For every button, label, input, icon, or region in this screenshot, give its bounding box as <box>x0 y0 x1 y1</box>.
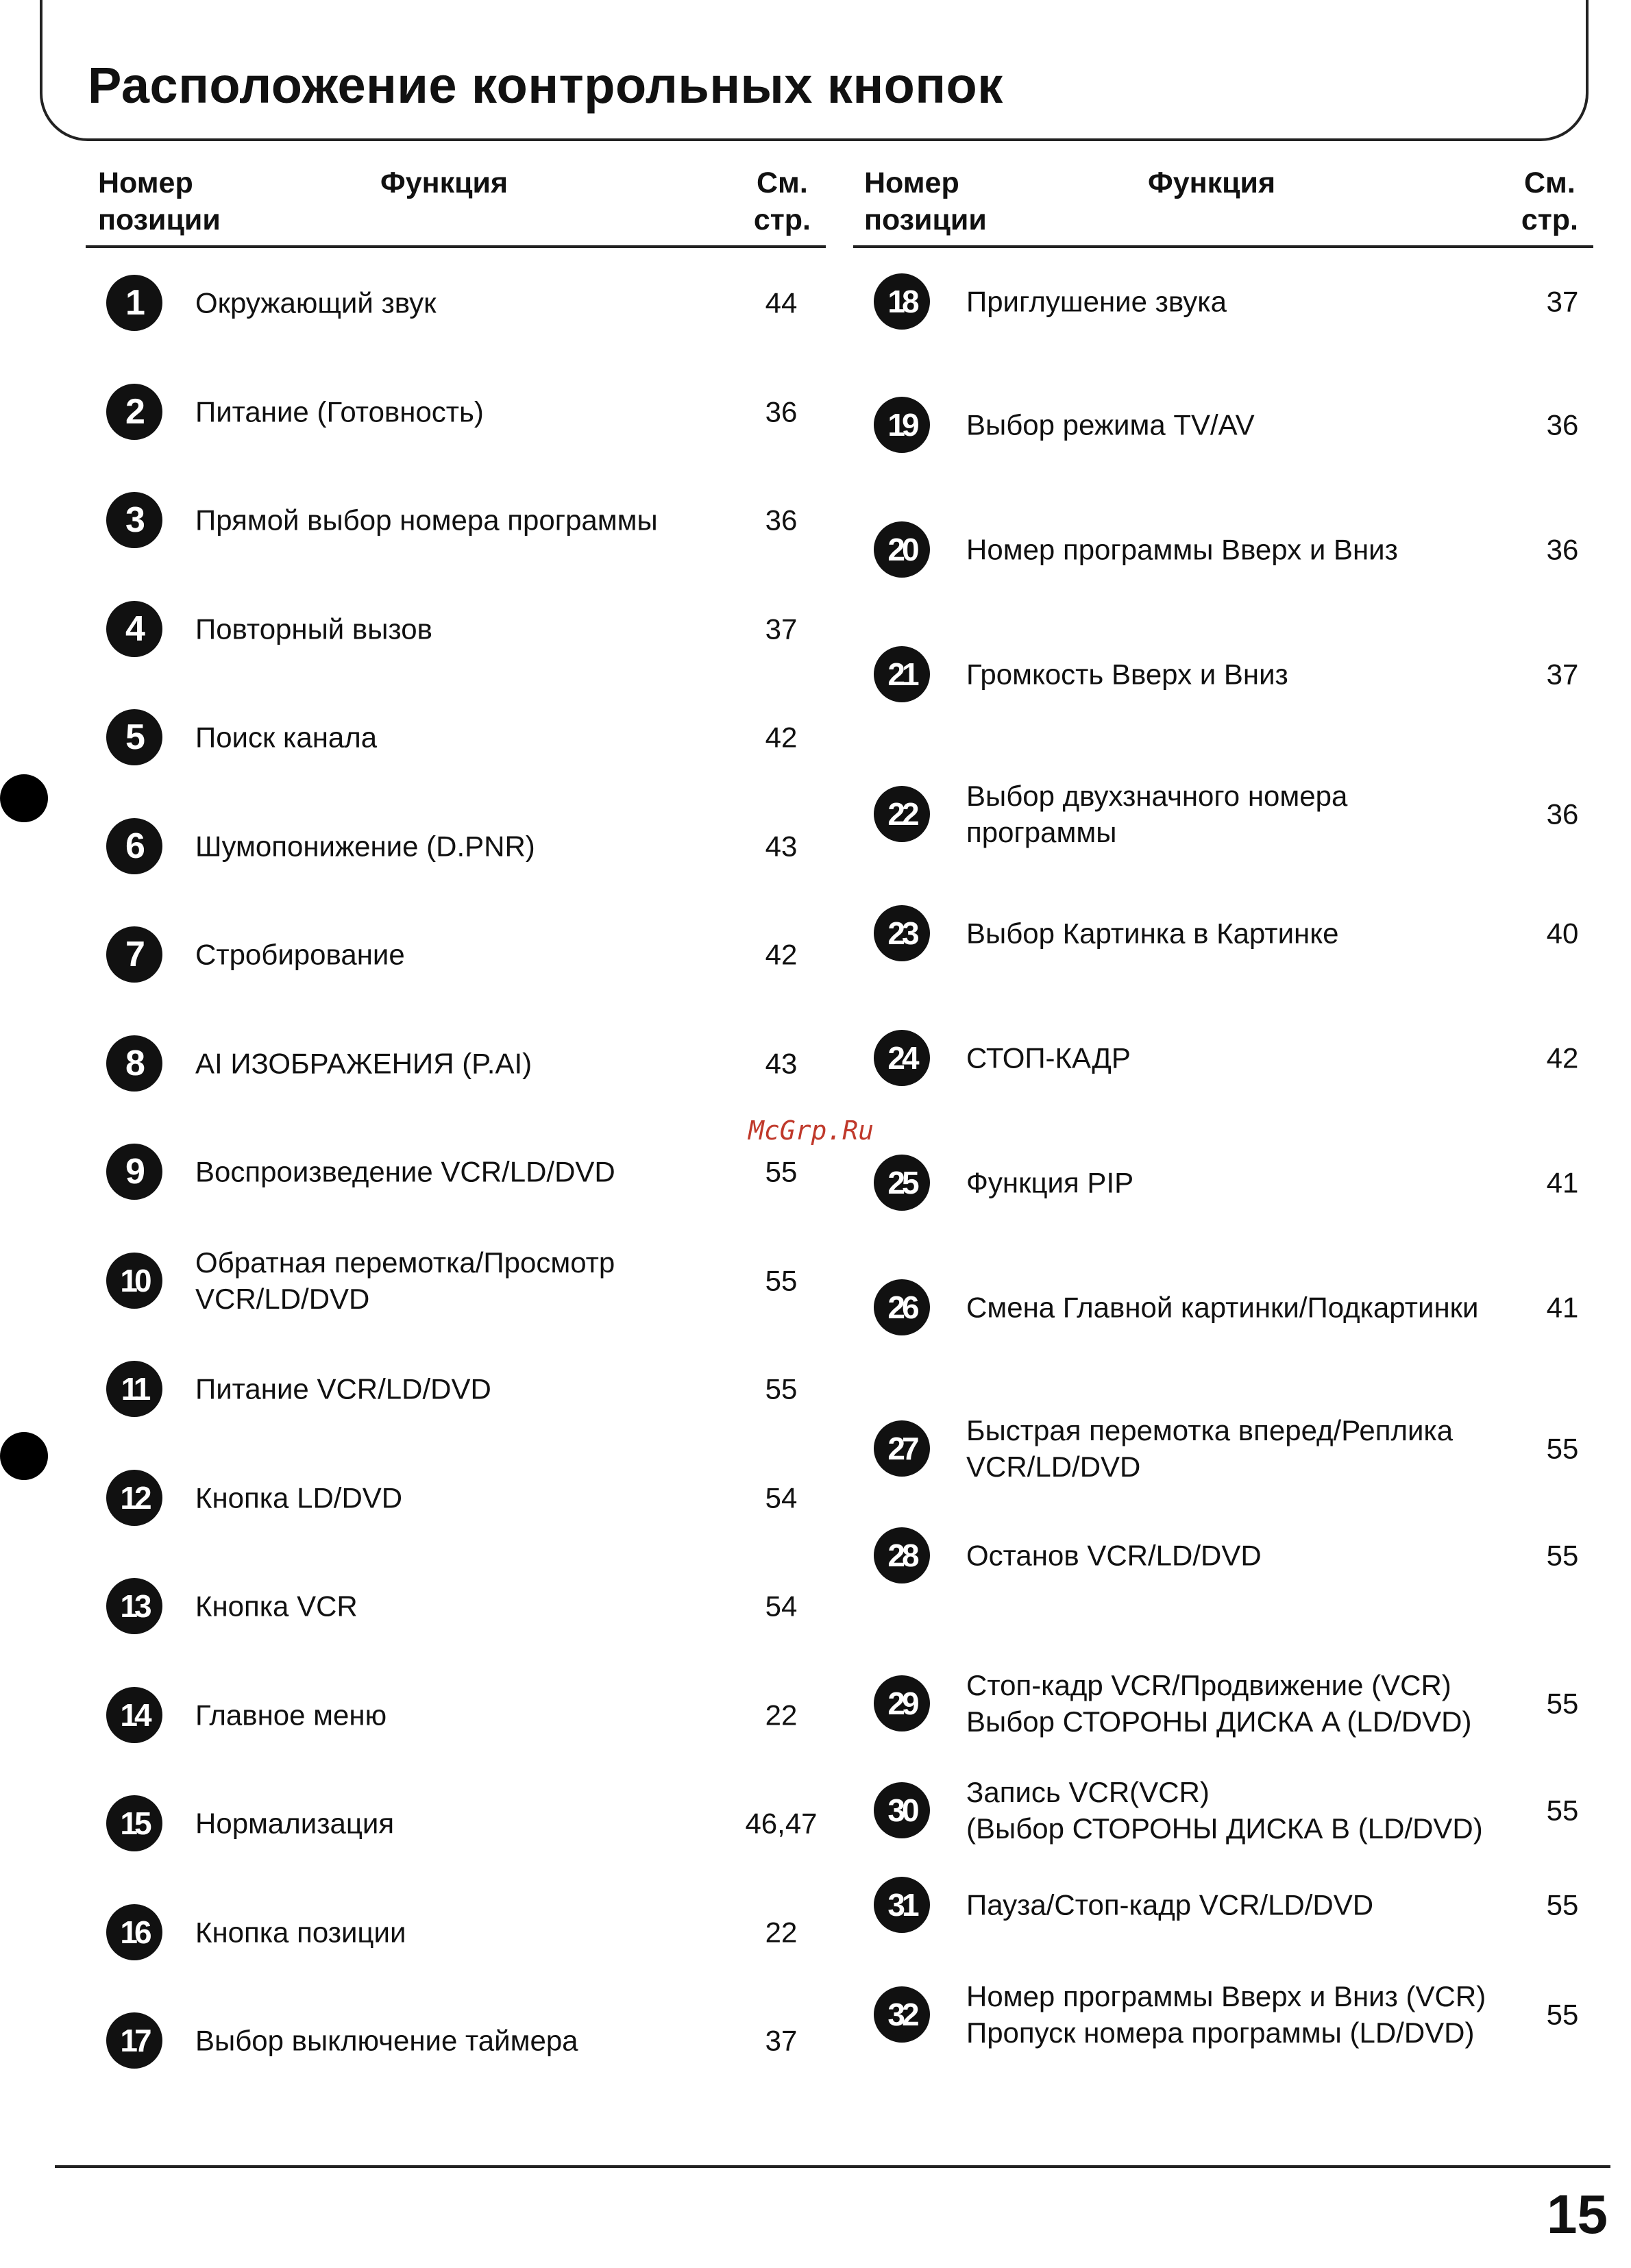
page-reference: 36 <box>765 395 798 428</box>
function-line1: Прямой выбор номера программы <box>195 504 658 537</box>
function-line1: Пауза/Стоп-кадр VCR/LD/DVD <box>966 1888 1374 1921</box>
function-label <box>195 1154 730 1190</box>
function-line1: Функция PIP <box>966 1166 1134 1199</box>
header-number <box>864 164 987 238</box>
list-item <box>853 1280 1593 1335</box>
function-line1: Выбор режима TV/AV <box>966 408 1255 441</box>
function-label <box>966 1538 1528 1574</box>
page-reference: 55 <box>1546 1432 1579 1465</box>
function-label <box>195 1244 730 1317</box>
position-number-badge: 30 <box>874 1782 930 1838</box>
list-item <box>853 906 1593 961</box>
function-line1: Быстрая перемотка вперед/Реплика <box>966 1414 1454 1446</box>
page-reference: 46,47 <box>745 1807 818 1840</box>
header-number-line2: позиции <box>864 204 987 236</box>
function-line1: Останов VCR/LD/DVD <box>966 1539 1262 1572</box>
function-label <box>966 1978 1528 2051</box>
position-number-badge: 20 <box>874 521 930 578</box>
function-line1: СТОП-КАДР <box>966 1041 1131 1074</box>
function-label <box>195 1914 730 1950</box>
function-label <box>966 1040 1528 1076</box>
header-function: Функция <box>1148 167 1276 199</box>
function-label <box>966 1774 1528 1847</box>
list-item <box>86 1796 826 1851</box>
page-reference: 42 <box>765 938 798 971</box>
function-label <box>195 1588 730 1625</box>
list-item <box>86 1579 826 1634</box>
function-label <box>966 407 1528 443</box>
position-number-badge: 25 <box>874 1155 930 1211</box>
list-item <box>853 1662 1593 1745</box>
list-item <box>86 927 826 982</box>
function-label <box>966 1887 1528 1923</box>
list-item <box>86 1144 826 1199</box>
position-number-badge: 1 <box>106 275 162 331</box>
list-item <box>853 397 1593 452</box>
page-reference: 42 <box>765 721 798 754</box>
page-reference: 55 <box>765 1264 798 1296</box>
function-line1: Номер программы Вверх и Вниз (VCR) <box>966 1980 1486 2012</box>
function-line1: Смена Главной картинки/Подкартинки <box>966 1291 1479 1324</box>
list-item <box>853 1973 1593 2056</box>
function-line1: Окружающий звук <box>195 286 437 319</box>
watermark: McGrp.Ru <box>748 1115 874 1146</box>
function-line1: Стробирование <box>195 938 405 971</box>
list-item <box>86 1470 826 1525</box>
function-label <box>195 719 730 756</box>
position-number-badge: 2 <box>106 384 162 440</box>
list-item <box>86 384 826 439</box>
page-reference: 54 <box>765 1481 798 1514</box>
list-item <box>86 1905 826 1960</box>
function-label <box>195 285 730 321</box>
list-item <box>853 647 1593 702</box>
function-label <box>195 1805 730 1842</box>
function-line1: Выбор Картинка в Картинке <box>966 917 1339 950</box>
function-line2: (Выбор СТОРОНЫ ДИСКА B (LD/DVD) <box>966 1812 1483 1845</box>
function-line1: Нормализация <box>195 1807 395 1840</box>
bottom-divider <box>55 2165 1610 2168</box>
page-reference: 36 <box>1546 408 1579 441</box>
list-item <box>86 1688 826 1742</box>
function-label <box>966 1412 1528 1485</box>
function-line1: Главное меню <box>195 1699 387 1731</box>
page-reference: 55 <box>765 1155 798 1188</box>
function-line1: Повторный вызов <box>195 613 432 645</box>
function-label <box>195 393 730 430</box>
position-number-badge: 8 <box>106 1035 162 1092</box>
list-item <box>853 522 1593 577</box>
page-reference: 42 <box>1546 1041 1579 1074</box>
function-line1: Воспроизведение VCR/LD/DVD <box>195 1155 615 1188</box>
function-line1: Приглушение звука <box>966 285 1227 318</box>
page-reference: 41 <box>1546 1166 1579 1199</box>
page-reference: 36 <box>1546 798 1579 830</box>
header-page-line1: См. <box>757 167 808 199</box>
function-line1: Кнопка VCR <box>195 1590 358 1623</box>
position-number-badge: 7 <box>106 926 162 983</box>
page-reference: 43 <box>765 830 798 862</box>
header-number-line2: позиции <box>98 204 221 236</box>
function-line1: AI ИЗОБРАЖЕНИЯ (P.AI) <box>195 1047 532 1079</box>
function-line1: Поиск канала <box>195 721 378 754</box>
function-label <box>966 778 1528 850</box>
position-number-badge: 13 <box>106 1578 162 1634</box>
position-number-badge: 21 <box>874 646 930 702</box>
page-reference: 55 <box>1546 1794 1579 1827</box>
header-page-line1: См. <box>1524 167 1575 199</box>
position-number-badge: 24 <box>874 1030 930 1086</box>
function-line1: Выбор двухзначного номера <box>966 780 1348 812</box>
function-label <box>195 502 730 539</box>
position-number-badge: 5 <box>106 709 162 765</box>
position-number-badge: 32 <box>874 1986 930 2043</box>
function-label <box>195 611 730 647</box>
list-item <box>853 773 1593 855</box>
list-item <box>86 602 826 656</box>
page-reference: 37 <box>1546 658 1579 691</box>
page-reference: 55 <box>1546 1888 1579 1921</box>
position-number-badge: 11 <box>106 1361 162 1417</box>
position-number-badge: 15 <box>106 1795 162 1851</box>
page-reference: 22 <box>765 1916 798 1948</box>
position-number-badge: 28 <box>874 1527 930 1583</box>
position-number-badge: 12 <box>106 1470 162 1526</box>
function-label <box>966 1667 1528 1740</box>
function-label <box>966 284 1528 320</box>
header-page <box>1521 164 1578 238</box>
position-number-badge: 9 <box>106 1144 162 1200</box>
header-number-line1: Номер <box>864 167 959 199</box>
list-item <box>86 493 826 547</box>
position-number-badge: 10 <box>106 1253 162 1309</box>
position-number-badge: 29 <box>874 1675 930 1731</box>
page-reference: 55 <box>765 1372 798 1405</box>
list-item <box>853 1877 1593 1932</box>
page-reference: 40 <box>1546 917 1579 950</box>
position-number-badge: 14 <box>106 1687 162 1743</box>
function-line1: Шумопонижение (D.PNR) <box>195 830 535 862</box>
function-line1: Запись VCR(VCR) <box>966 1776 1210 1808</box>
function-line1: Питание (Готовность) <box>195 395 484 428</box>
list-item <box>86 710 826 765</box>
function-label <box>195 937 730 973</box>
page-title: Расположение контрольных кнопок <box>88 57 1003 114</box>
list-item <box>86 275 826 330</box>
list-item <box>853 1031 1593 1085</box>
position-number-badge: 18 <box>874 273 930 330</box>
margin-dot-top <box>0 774 48 822</box>
position-number-badge: 27 <box>874 1420 930 1477</box>
function-label <box>195 2023 730 2059</box>
function-line1: Обратная перемотка/Просмотр <box>195 1246 615 1279</box>
function-line2: Пропуск номера программы (LD/DVD) <box>966 2017 1475 2049</box>
position-number-badge: 4 <box>106 601 162 657</box>
position-number-badge: 19 <box>874 397 930 453</box>
header-page <box>754 164 811 238</box>
position-number-badge: 3 <box>106 492 162 548</box>
function-line1: Выбор выключение таймера <box>195 2024 578 2057</box>
header-number-line1: Номер <box>98 167 193 199</box>
page-reference: 37 <box>765 613 798 645</box>
function-line1: Номер программы Вверх и Вниз <box>966 533 1398 566</box>
function-label <box>966 1290 1528 1326</box>
function-label <box>195 1697 730 1733</box>
function-line1: Громкость Вверх и Вниз <box>966 658 1288 691</box>
position-number-badge: 6 <box>106 818 162 874</box>
function-label <box>966 915 1528 952</box>
list-item <box>86 819 826 874</box>
left-column-header <box>86 158 826 248</box>
list-item <box>853 1407 1593 1490</box>
page-reference: 37 <box>765 2024 798 2057</box>
function-line1: Кнопка позиции <box>195 1916 406 1948</box>
page-reference: 44 <box>765 286 798 319</box>
right-column <box>853 158 1593 2049</box>
page-reference: 54 <box>765 1590 798 1623</box>
page-reference: 37 <box>1546 285 1579 318</box>
page-reference: 41 <box>1546 1291 1579 1324</box>
position-number-badge: 23 <box>874 905 930 961</box>
page-reference: 36 <box>1546 533 1579 566</box>
function-label <box>966 656 1528 693</box>
page-reference: 55 <box>1546 1998 1579 2031</box>
function-line2: VCR/LD/DVD <box>195 1282 370 1315</box>
function-label <box>195 828 730 864</box>
list-item <box>853 1155 1593 1210</box>
list-item <box>853 274 1593 329</box>
position-number-badge: 22 <box>874 786 930 842</box>
header-page-line2: стр. <box>753 204 811 236</box>
list-item <box>86 1240 826 1322</box>
position-number-badge: 31 <box>874 1877 930 1933</box>
function-line1: Питание VCR/LD/DVD <box>195 1372 491 1405</box>
list-item <box>86 1361 826 1416</box>
position-number-badge: 16 <box>106 1904 162 1960</box>
list-item <box>86 1036 826 1091</box>
list-item <box>86 2013 826 2068</box>
position-number-badge: 26 <box>874 1279 930 1335</box>
right-column-header <box>853 158 1593 248</box>
margin-dot-bottom <box>0 1432 48 1480</box>
function-label <box>966 532 1528 568</box>
function-line2: VCR/LD/DVD <box>966 1451 1141 1483</box>
page-number: 15 <box>1547 2184 1608 2245</box>
position-number-badge: 17 <box>106 2012 162 2069</box>
header-function: Функция <box>380 167 508 199</box>
list-item <box>853 1528 1593 1583</box>
function-line1: Кнопка LD/DVD <box>195 1481 403 1514</box>
page-reference: 55 <box>1546 1687 1579 1720</box>
page-reference: 36 <box>765 504 798 537</box>
function-label <box>195 1479 730 1516</box>
function-label <box>966 1165 1528 1201</box>
function-line2: программы <box>966 816 1117 848</box>
page-reference: 43 <box>765 1047 798 1079</box>
function-label <box>195 1371 730 1407</box>
header-page-line2: стр. <box>1521 204 1578 236</box>
function-line1: Стоп-кадр VCR/Продвижение (VCR) <box>966 1669 1451 1701</box>
list-item <box>853 1769 1593 1851</box>
page-reference: 22 <box>765 1699 798 1731</box>
function-label <box>195 1045 730 1081</box>
page-reference: 55 <box>1546 1539 1579 1572</box>
header-number <box>98 164 221 238</box>
function-line2: Выбор СТОРОНЫ ДИСКА A (LD/DVD) <box>966 1705 1472 1738</box>
